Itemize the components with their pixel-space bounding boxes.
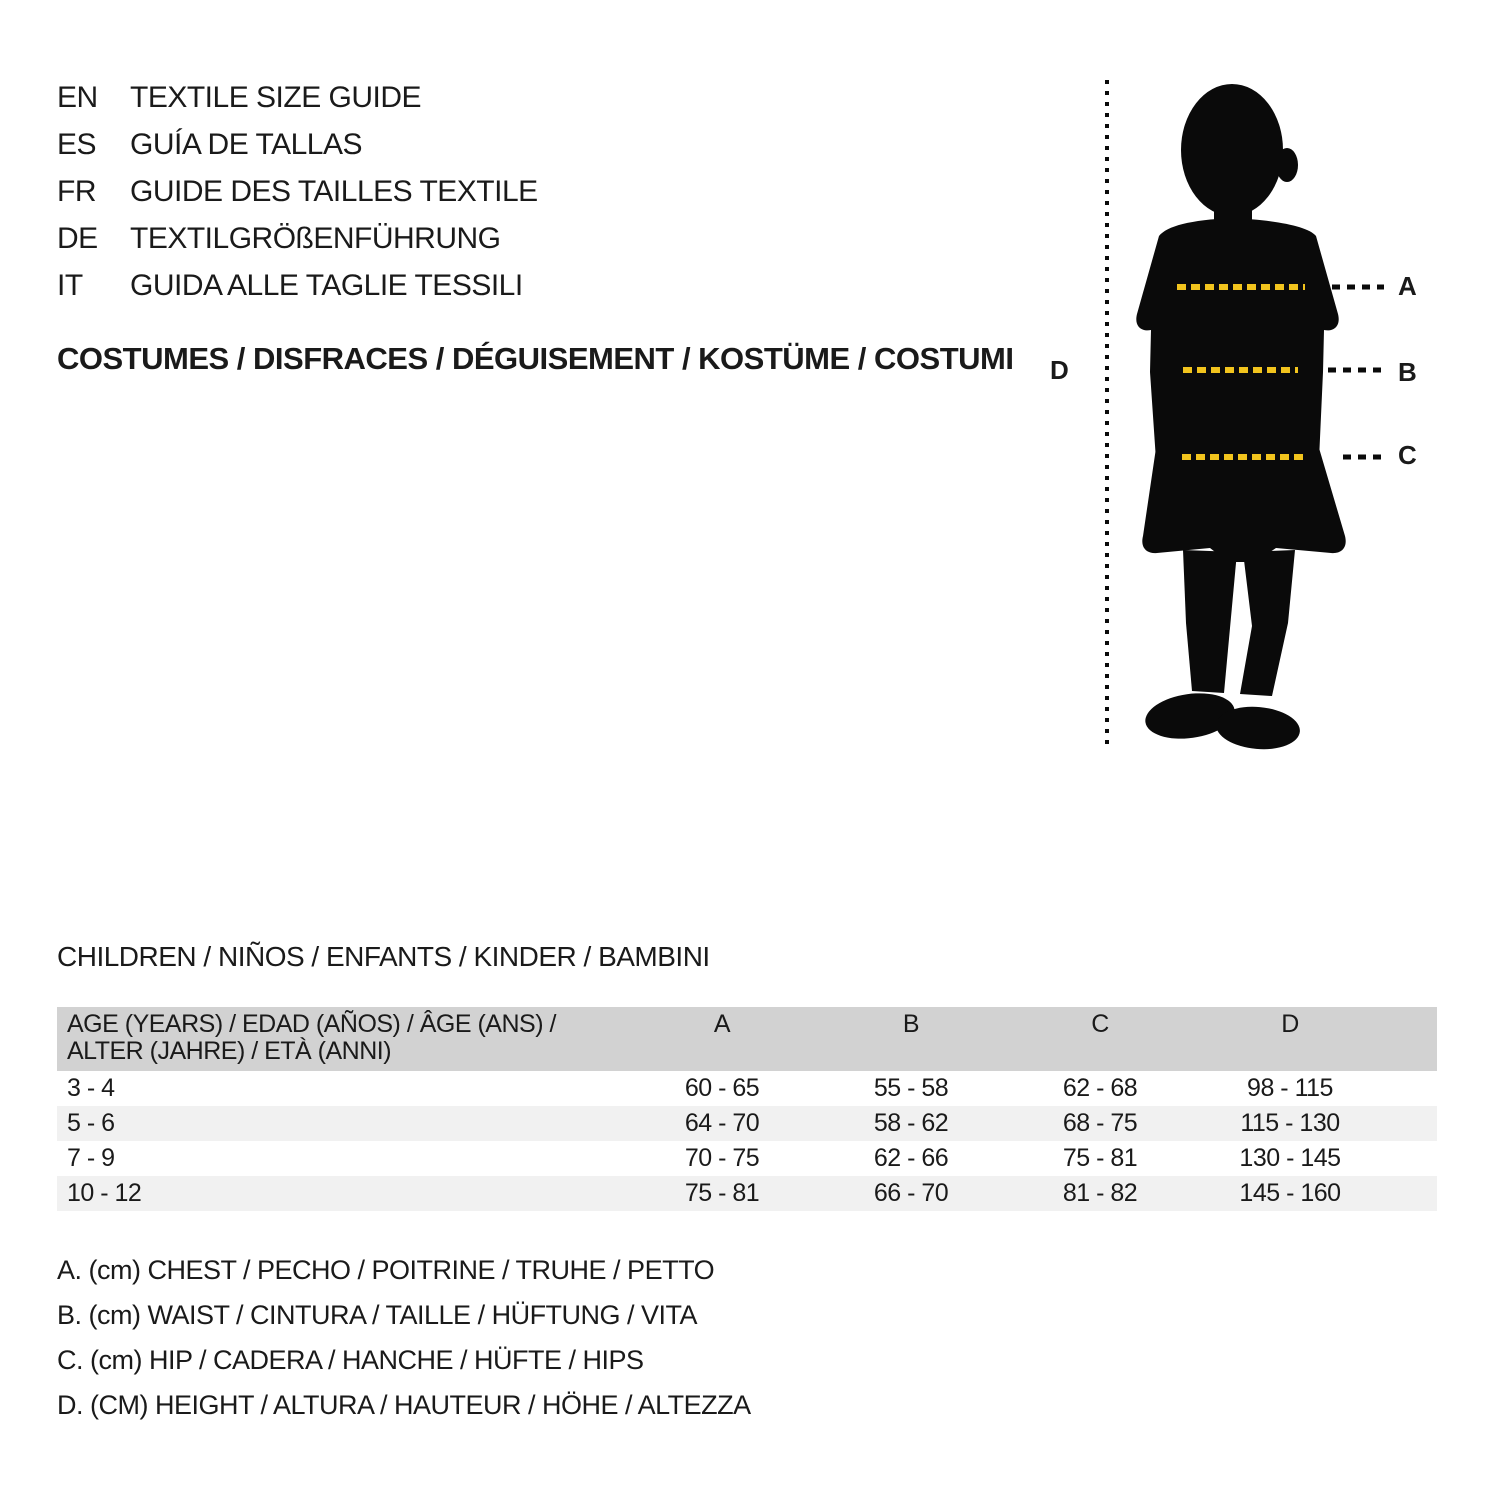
language-label: TEXTILE SIZE GUIDE bbox=[130, 81, 422, 114]
column-header-d: D bbox=[1195, 1007, 1385, 1071]
age-column-header bbox=[57, 1007, 627, 1071]
table-cell-age: 10 - 12 bbox=[67, 1179, 142, 1207]
table-cell-chest: 64 - 70 bbox=[684, 1109, 760, 1137]
table-cell-hip: 81 - 82 bbox=[1062, 1179, 1138, 1207]
age-header-line2: ALTER (JAHRE) / ETÀ (ANNI) bbox=[67, 1037, 392, 1065]
language-code: ES bbox=[57, 128, 97, 161]
column-header-b: B bbox=[817, 1007, 1005, 1071]
column-header-filler bbox=[1385, 1007, 1437, 1071]
table-header-row bbox=[57, 1007, 1437, 1071]
table-cell-chest: 60 - 65 bbox=[684, 1074, 760, 1102]
language-code: FR bbox=[57, 175, 96, 208]
table-cell-hip: 68 - 75 bbox=[1062, 1109, 1138, 1137]
language-label: GUIDE DES TAILLES TEXTILE bbox=[130, 175, 538, 208]
table-cell-height: 98 - 115 bbox=[1247, 1074, 1333, 1102]
table-cell-waist: 62 - 66 bbox=[873, 1144, 949, 1172]
legend-chest: A. (cm) CHEST / PECHO / POITRINE / TRUHE / PETTO bbox=[57, 1255, 715, 1285]
child-silhouette bbox=[1136, 84, 1345, 753]
category-title: COSTUMES / DISFRACES / DÉGUISEMENT / KOSTÜME / COSTUMI bbox=[57, 341, 1014, 376]
hip-letter-label: C bbox=[1398, 440, 1417, 470]
table-cell-filler bbox=[1385, 1176, 1437, 1211]
language-list bbox=[57, 74, 538, 309]
measurement-legend bbox=[57, 1248, 751, 1428]
table-row bbox=[57, 1176, 1437, 1211]
table-cell-waist: 66 - 70 bbox=[873, 1179, 949, 1207]
language-row-en bbox=[57, 74, 538, 121]
table-row bbox=[57, 1071, 1437, 1106]
table-cell-filler bbox=[1385, 1141, 1437, 1176]
table-cell-chest: 75 - 81 bbox=[684, 1179, 760, 1207]
language-row-fr bbox=[57, 168, 538, 215]
table-cell-waist: 58 - 62 bbox=[873, 1109, 949, 1137]
language-label: TEXTILGRÖßENFÜHRUNG bbox=[130, 222, 501, 255]
table-cell-chest: 70 - 75 bbox=[684, 1144, 760, 1172]
size-table bbox=[57, 1007, 1437, 1211]
waist-letter-label: B bbox=[1398, 357, 1417, 387]
column-header-c: C bbox=[1005, 1007, 1195, 1071]
language-row-es bbox=[57, 121, 538, 168]
age-header-line1: AGE (YEARS) / EDAD (AÑOS) / ÂGE (ANS) / bbox=[67, 1010, 556, 1038]
language-label: GUÍA DE TALLAS bbox=[130, 128, 362, 161]
child-silhouette-graphic bbox=[1040, 68, 1470, 768]
measurement-figure bbox=[1040, 68, 1470, 768]
table-cell-age: 7 - 9 bbox=[67, 1144, 115, 1172]
table-row bbox=[57, 1141, 1437, 1176]
table-cell-height: 115 - 130 bbox=[1240, 1109, 1340, 1137]
language-code: DE bbox=[57, 222, 98, 255]
table-cell-height: 130 - 145 bbox=[1239, 1144, 1341, 1172]
language-row-it bbox=[57, 262, 538, 309]
table-cell-filler bbox=[1385, 1106, 1437, 1141]
table-cell-hip: 75 - 81 bbox=[1062, 1144, 1138, 1172]
language-label: GUIDA ALLE TAGLIE TESSILI bbox=[130, 269, 523, 302]
height-letter-label: D bbox=[1050, 355, 1069, 385]
table-cell-age: 5 - 6 bbox=[67, 1109, 115, 1137]
legend-waist: B. (cm) WAIST / CINTURA / TAILLE / HÜFTUNG / VITA bbox=[57, 1300, 698, 1330]
section-title-children: CHILDREN / NIÑOS / ENFANTS / KINDER / BAMBINI bbox=[57, 941, 710, 972]
column-header-a: A bbox=[627, 1007, 817, 1071]
chest-letter-label: A bbox=[1398, 271, 1417, 301]
table-cell-age: 3 - 4 bbox=[67, 1074, 115, 1102]
table-cell-filler bbox=[1385, 1071, 1437, 1106]
table-cell-hip: 62 - 68 bbox=[1062, 1074, 1138, 1102]
legend-hip: C. (cm) HIP / CADERA / HANCHE / HÜFTE / HIPS bbox=[57, 1345, 644, 1375]
language-row-de bbox=[57, 215, 538, 262]
language-code: EN bbox=[57, 81, 98, 114]
language-code: IT bbox=[57, 269, 83, 302]
table-row bbox=[57, 1106, 1437, 1141]
legend-height: D. (CM) HEIGHT / ALTURA / HAUTEUR / HÖHE / ALTEZZA bbox=[57, 1390, 751, 1420]
table-cell-height: 145 - 160 bbox=[1239, 1179, 1341, 1207]
table-cell-waist: 55 - 58 bbox=[873, 1074, 949, 1102]
